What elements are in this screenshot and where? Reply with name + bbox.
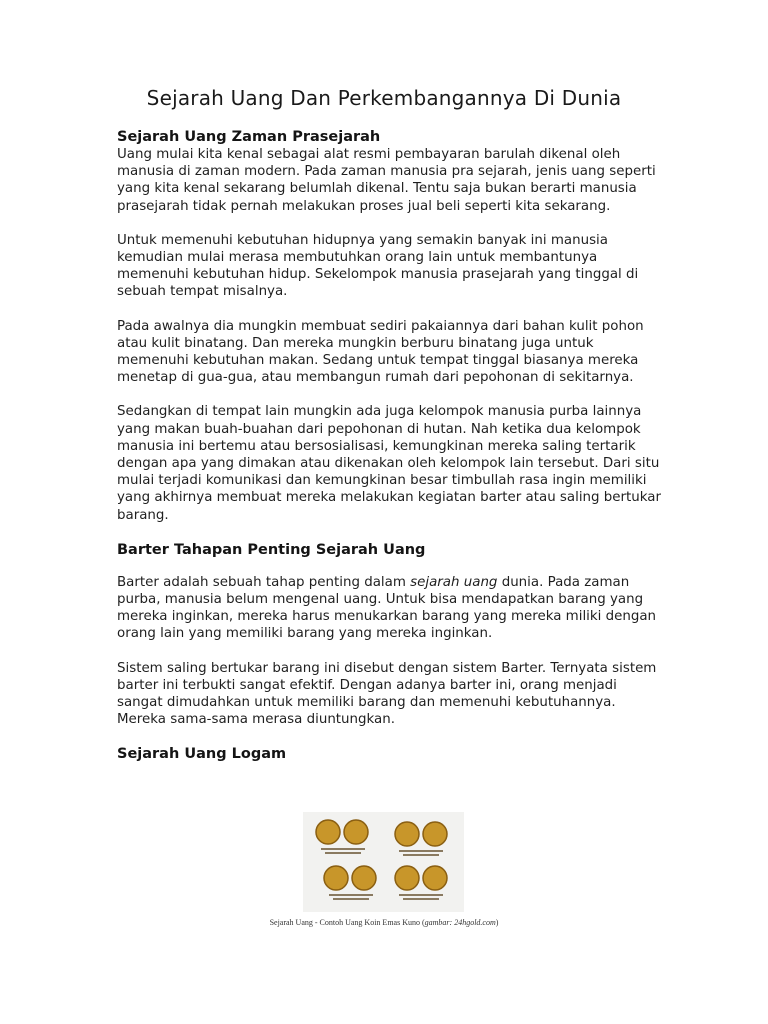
section-heading-logam: Sejarah Uang Logam: [117, 746, 287, 763]
section-heading-prasejarah: Sejarah Uang Zaman Prasejarah: [117, 129, 381, 145]
gold-coin: [423, 866, 447, 890]
text-run: dunia. Pada zaman purba, manusia belum mengenal uang. Untuk bisa mendapatkan barang yang mereka inginkan, mereka harus menukarkan barang yang mereka miliki dengan orang lain yang memiliki barang yang mereka inginkan.: [117, 574, 657, 642]
paragraph: Uang mulai kita kenal sebagai alat resmi pembayaran barulah dikenal oleh manusia di zaman modern. Pada zaman manusia pra sejarah, jenis uang seperti yang kita kenal sekarang belumlah dikenal. Tentu saja bukan berarti manusia prasejarah tidak pernah melakukan proses jual beli seperti kita sekarang.: [117, 147, 656, 214]
caption-text-end: ): [495, 918, 499, 927]
paragraph: Pada awalnya dia mungkin membuat sediri pakaiannya dari bahan kulit pohon atau kulit binatang. Dan mereka mungkin berburu binatang juga untuk memenuhi kebutuhan makan. Sedang untuk tempat tinggal biasanya mereka menetap di gua-gua, atau membangun rumah dari pepohonan di sekitarnya.: [117, 318, 644, 386]
gold-coins-image: [303, 812, 464, 912]
gold-coin: [395, 822, 419, 846]
gold-coins-illustration: [303, 812, 464, 912]
paragraph-barter-intro: [117, 574, 662, 643]
paragraph: Untuk memenuhi kebutuhan hidupnya yang semakin banyak ini manusia kemudian mulai merasa membutuhkan orang lain untuk membantunya memenuhi kebutuhan hidup. Sekelompok manusia prasejarah yang tinggal di sebuah tempat misalnya.: [117, 232, 639, 300]
gold-coin: [324, 866, 348, 890]
gold-coin: [316, 820, 340, 844]
paragraph: Sedangkan di tempat lain mungkin ada juga kelompok manusia purba lainnya yang makan buah-buahan dari pepohonan di hutan. Nah ketika dua kelompok manusia ini bertemu atau bersosialisasi, kemungkinan mereka saling tertarik dengan apa yang dimakan atau dikenakan oleh kelompok lain tersebut. Dari situ mulai terjadi komunikasi dan kemungkinan besar timbullah rasa ingin memiliki yang akhirnya membuat mereka melakukan kegiatan barter atau saling bertukar barang.: [117, 404, 662, 523]
caption-source: gambar: 24hgold.com: [424, 918, 496, 927]
paragraph: Sistem saling bertukar barang ini disebut dengan sistem Barter. Ternyata sistem barter ini terbukti sangat efektif. Dengan adanya barter ini, orang menjadi sangat dimudahkan untuk memiliki barang dan memenuhi kebutuhannya. Mereka sama-sama merasa diuntungkan.: [117, 660, 657, 728]
text-run: Barter adalah sebuah tahap penting dalam: [117, 574, 411, 590]
section-heading-barter: Barter Tahapan Penting Sejarah Uang: [117, 541, 426, 558]
caption-text: Sejarah Uang - Contoh Uang Koin Emas Kuno (: [269, 918, 425, 927]
gold-coin: [344, 820, 368, 844]
figure-caption: [0, 918, 768, 927]
italic-term: sejarah uang: [410, 574, 498, 590]
document-title: Sejarah Uang Dan Perkembangannya Di Dunia: [146, 86, 622, 110]
gold-coin: [395, 866, 419, 890]
gold-coin: [423, 822, 447, 846]
gold-coin: [352, 866, 376, 890]
document-body: [117, 128, 662, 763]
